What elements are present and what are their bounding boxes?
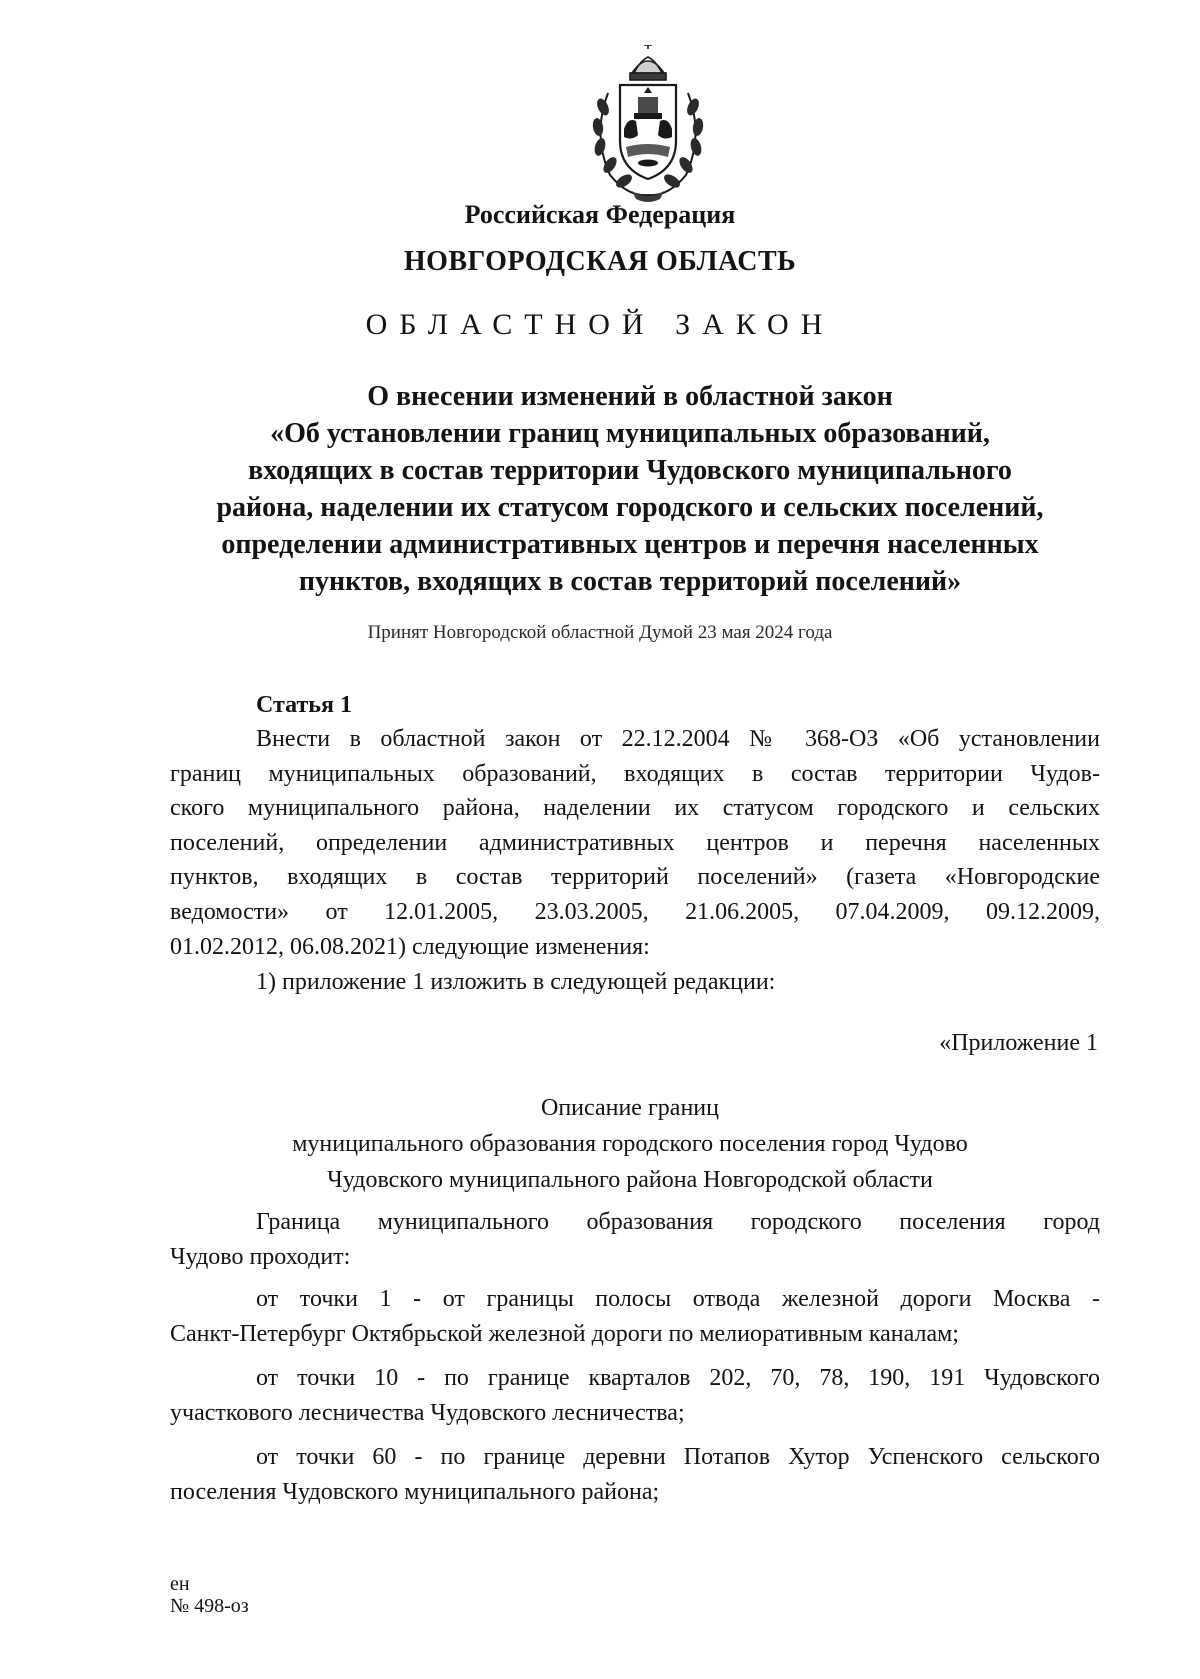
paragraph-line: 01.02.2012, 06.08.2021) следующие изменения: <box>170 933 650 960</box>
boundary-paragraph <box>170 1205 1100 1274</box>
annex-label: «Приложение 1 <box>939 1030 1098 1056</box>
document-footer <box>170 1573 249 1617</box>
paragraph-line: Граница муниципального образования городского поселения город <box>256 1209 1100 1235</box>
law-number: № 498-оз <box>170 1595 249 1617</box>
law-title-line: района, наделении их статусом городского и сельских поселений, <box>216 492 1044 523</box>
description-line: Чудовского муниципального района Новгородской области <box>327 1167 933 1193</box>
law-title-line: «Об установлении границ муниципальных образований, <box>270 418 990 449</box>
point-60-paragraph <box>170 1440 1100 1509</box>
adoption-note: Принят Новгородской областной Думой 23 мая 2024 года <box>367 622 833 643</box>
paragraph-line: от точки 1 - от границы полосы отвода железной дороги Москва - <box>256 1286 1100 1312</box>
novgorod-coat-of-arms-emblem <box>588 45 708 205</box>
point-1-paragraph <box>170 1282 1100 1351</box>
paragraph-line: поселения Чудовского муниципального района; <box>170 1478 660 1505</box>
paragraph-line: Санкт-Петербург Октябрьской железной дороги по мелиоративным каналам; <box>170 1320 959 1347</box>
paragraph-line: границ муниципальных образований, входящих в состав территории Чудов- <box>170 760 1100 787</box>
paragraph-line: от точки 10 - по границе кварталов 202, 70, 78, 190, 191 Чудовского <box>256 1365 1100 1391</box>
paragraph-line: от точки 60 - по границе деревни Потапов Хутор Успенского сельского <box>256 1444 1100 1470</box>
law-title <box>150 378 1110 600</box>
paragraph-line: 1) приложение 1 изложить в следующей редакции: <box>256 969 776 995</box>
law-title-line: определении административных центров и перечня населенных <box>221 529 1039 560</box>
executor-initials: ен <box>170 1573 190 1595</box>
paragraph-line: ского муниципального района, наделении их статусом городского и сельских <box>170 795 1100 822</box>
article-intro-paragraph <box>170 722 1100 964</box>
description-line: муниципального образования городского поселения город Чудово <box>292 1131 968 1157</box>
law-title-line: пунктов, входящих в состав территорий поселений» <box>298 566 962 597</box>
document-type: ОБЛАСТНОЙ ЗАКОН <box>365 308 835 341</box>
paragraph-line: Чудово проходит: <box>170 1243 351 1270</box>
country-name: Российская Федерация <box>464 200 736 229</box>
annex-description-heading <box>150 1090 1110 1198</box>
article-heading: Статья 1 <box>256 692 352 718</box>
description-line: Описание границ <box>541 1095 719 1121</box>
article-item-1 <box>256 965 1056 1000</box>
law-title-line: входящих в состав территории Чудовского муниципального <box>248 455 1012 486</box>
law-title-line: О внесении изменений в областной закон <box>367 381 893 412</box>
paragraph-line: Внести в областной закон от 22.12.2004 № 368-ОЗ «Об установлении <box>256 726 1100 752</box>
paragraph-line: участкового лесничества Чудовского лесничества; <box>170 1399 685 1426</box>
paragraph-line: пунктов, входящих в состав территорий поселений» (газета «Новгородские <box>170 864 1100 891</box>
paragraph-line: поселений, определении административных центров и перечня населенных <box>170 829 1100 856</box>
paragraph-line: ведомости» от 12.01.2005, 23.03.2005, 21.06.2005, 07.04.2009, 09.12.2009, <box>170 898 1100 925</box>
region-name: НОВГОРОДСКАЯ ОБЛАСТЬ <box>403 246 797 277</box>
point-10-paragraph <box>170 1361 1100 1430</box>
